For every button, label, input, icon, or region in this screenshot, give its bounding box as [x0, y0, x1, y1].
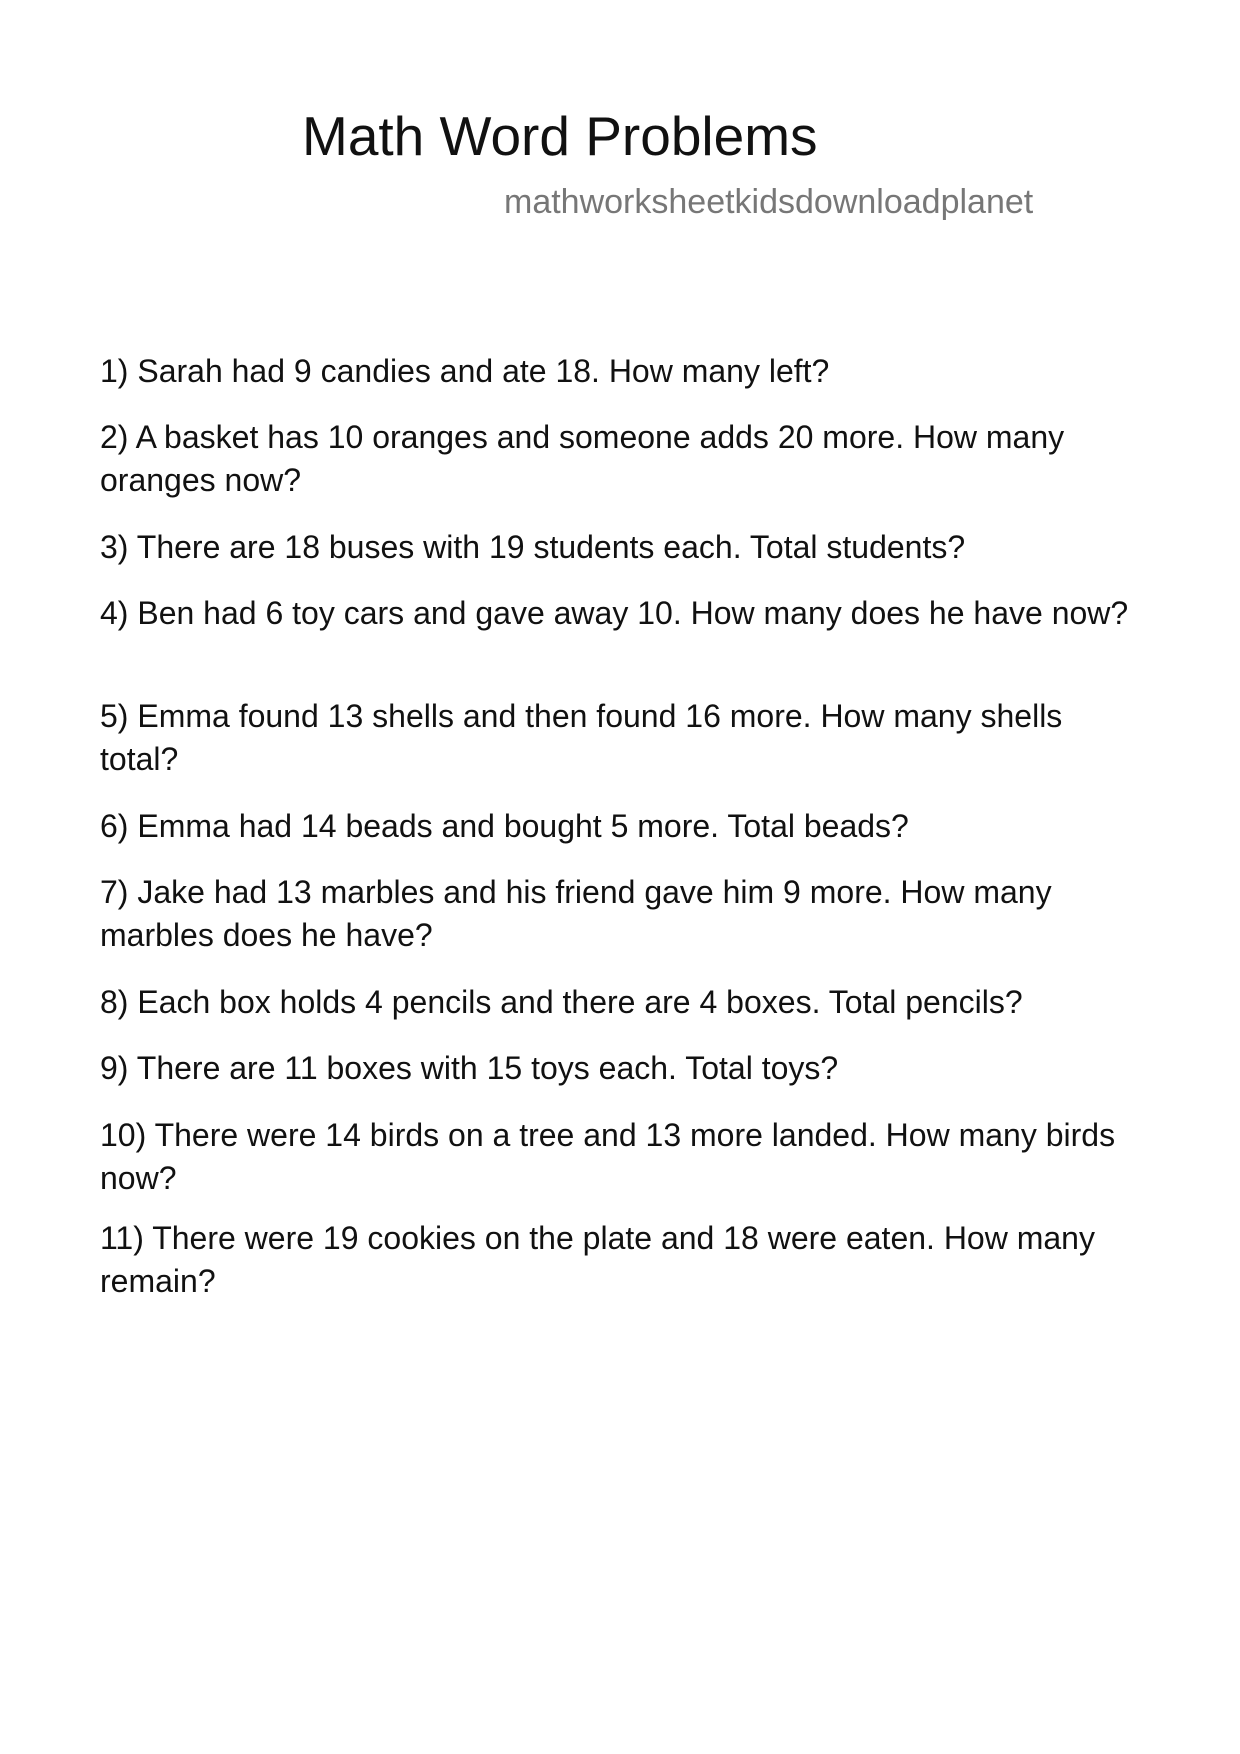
- problem-5: 5) Emma found 13 shells and then found 16 more. How many shells total?: [100, 698, 1063, 777]
- page-title: Math Word Problems: [302, 105, 818, 167]
- problem-4: 4) Ben had 6 toy cars and gave away 10. How many does he have now?: [100, 595, 1129, 631]
- problem-1: 1) Sarah had 9 candies and ate 18. How many left?: [100, 353, 830, 389]
- problem-7: 7) Jake had 13 marbles and his friend gave him 9 more. How many marbles does he have?: [100, 874, 1052, 953]
- problem-2: 2) A basket has 10 oranges and someone adds 20 more. How many oranges now?: [100, 419, 1065, 498]
- problem-6: 6) Emma had 14 beads and bought 5 more. Total beads?: [100, 808, 909, 844]
- problem-3: 3) There are 18 buses with 19 students each. Total students?: [100, 529, 966, 565]
- problem-11: 11) There were 19 cookies on the plate and 18 were eaten. How many remain?: [100, 1220, 1095, 1299]
- problem-8: 8) Each box holds 4 pencils and there are 4 boxes. Total pencils?: [100, 984, 1023, 1020]
- problem-9: 9) There are 11 boxes with 15 toys each. Total toys?: [100, 1050, 839, 1086]
- problem-10: 10) There were 14 birds on a tree and 13 more landed. How many birds now?: [100, 1117, 1116, 1196]
- page-subtitle: mathworksheetkidsdownloadplanet: [504, 183, 1034, 221]
